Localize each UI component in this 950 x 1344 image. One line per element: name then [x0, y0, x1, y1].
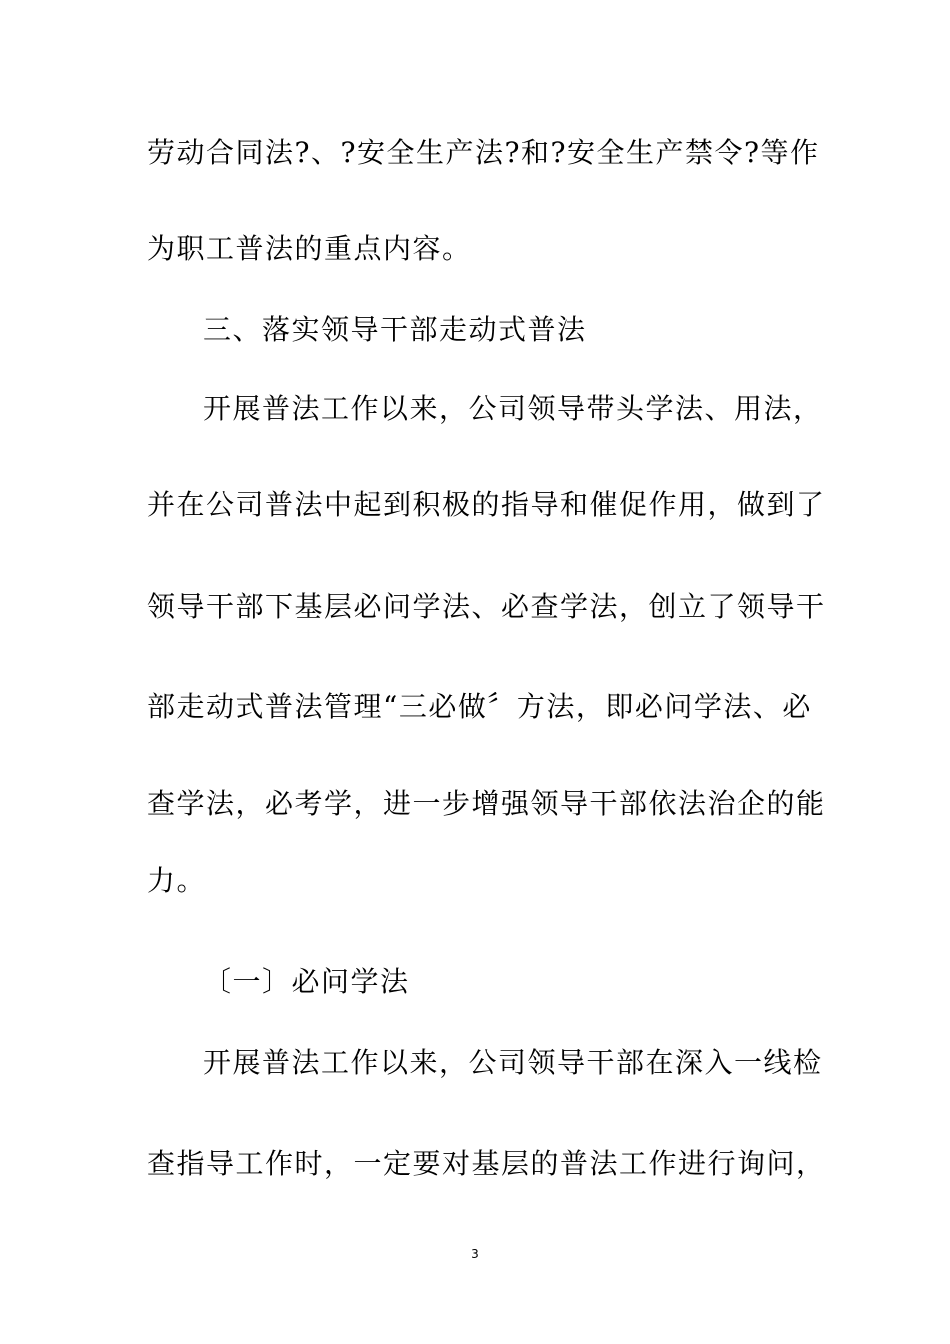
paragraph-line: 开展普法工作以来，公司领导带头学法、用法，: [203, 392, 823, 425]
paragraph-line: 开展普法工作以来，公司领导干部在深入一线检: [203, 1046, 823, 1079]
paragraph-line: 劳动合同法?、?安全生产法?和?安全生产禁令?等作: [147, 136, 820, 169]
paragraph-line: 查指导工作时，一定要对基层的普法工作进行询问，: [147, 1147, 826, 1180]
section-heading: 三、落实领导干部走动式普法: [203, 313, 587, 346]
page-number: 3: [471, 1247, 479, 1261]
paragraph-line: 并在公司普法中起到积极的指导和催促作用，做到了: [147, 488, 826, 521]
paragraph-line: 为职工普法的重点内容。: [147, 232, 472, 265]
paragraph-line: 力。: [147, 864, 207, 897]
paragraph-line: 部走动式普法管理“三必做〞方法，即必问学法、必: [147, 690, 812, 723]
paragraph-line: 查学法，必考学，进一步增强领导干部依法治企的能: [147, 787, 826, 820]
subsection-heading: 〔一〕必问学法: [203, 965, 410, 998]
paragraph-line: 领导干部下基层必问学法、必查学法，创立了领导干: [147, 590, 826, 623]
